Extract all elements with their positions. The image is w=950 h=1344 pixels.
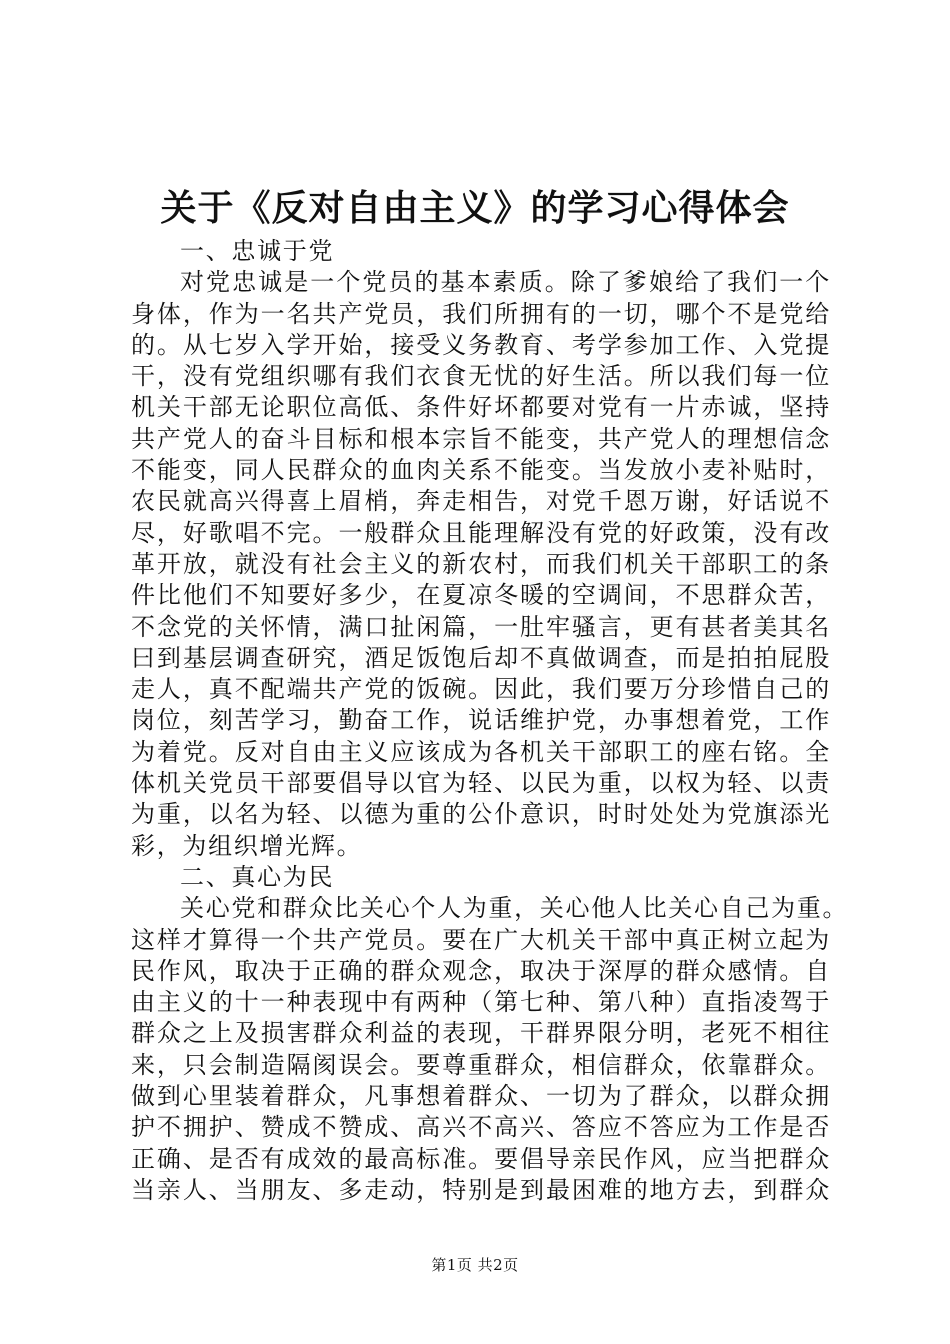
page-footer: 第1页 共2页 [431,1256,519,1274]
paragraph-line: 件比他们不知要好多少，在夏凉冬暖的空调间，不思群众苦， [131,581,831,610]
paragraph-line: 不能变，同人民群众的血肉关系不能变。当发放小麦补贴时， [131,456,831,485]
section-heading: 一、忠诚于党 [180,237,335,265]
paragraph-line: 的。从七岁入学开始，接受义务教育、考学参加工作、入党提 [131,330,831,359]
paragraph-line: 为着党。反对自由主义应该成为各机关干部职工的座右铭。全 [131,737,831,766]
paragraph-line: 体机关党员干部要倡导以官为轻、以民为重，以权为轻、以责 [131,769,831,798]
paragraph-line: 机关干部无论职位高低、条件好坏都要对党有一片赤诚，坚持 [131,393,831,422]
paragraph-first-line: 对党忠诚是一个党员的基本素质。除了爹娘给了我们一个 [180,268,831,297]
paragraph-line: 曰到基层调查研究，酒足饭饱后却不真做调查，而是拍拍屁股 [131,643,831,672]
paragraph-line: 干，没有党组织哪有我们衣食无忧的好生活。所以我们每一位 [131,362,831,391]
paragraph-line: 农民就高兴得喜上眉梢，奔走相告，对党千恩万谢，好话说不 [131,487,831,516]
paragraph-line: 来，只会制造隔阂误会。要尊重群众，相信群众，依靠群众。 [131,1050,831,1079]
paragraph-line: 由主义的十一种表现中有两种（第七种、第八种）直指凌驾于 [131,988,831,1017]
paragraph-line: 这样才算得一个共产党员。要在广大机关干部中真正树立起为 [131,925,831,954]
section-heading: 二、真心为民 [180,862,335,891]
paragraph-line: 革开放，就没有社会主义的新农村，而我们机关干部职工的条 [131,549,831,578]
paragraph-line: 当亲人、当朋友、多走动，特别是到最困难的地方去，到群众 [131,1175,831,1204]
paragraph-last-line: 彩，为组织增光辉。 [131,831,363,860]
document-body [131,236,849,1206]
paragraph-line: 尽，好歌唱不完。一般群众且能理解没有党的好政策，没有改 [131,518,831,547]
paragraph-line: 做到心里装着群众，凡事想着群众、一切为了群众，以群众拥 [131,1082,831,1111]
document-title: 关于《反对自由主义》的学习心得体会 [160,187,790,229]
paragraph-line: 身体，作为一名共产党员，我们所拥有的一切，哪个不是党给 [131,299,831,328]
paragraph-line: 走人，真不配端共产党的饭碗。因此，我们要万分珍惜自己的 [131,675,831,704]
paragraph-line: 群众之上及损害群众利益的表现，干群界限分明，老死不相往 [131,1019,831,1048]
paragraph-first-line: 关心党和群众比关心个人为重，关心他人比关心自己为重。 [180,894,849,923]
paragraph-line: 护不拥护、赞成不赞成、高兴不高兴、答应不答应为工作是否 [131,1113,831,1142]
paragraph-line: 共产党人的奋斗目标和根本宗旨不能变，共产党人的理想信念 [131,424,831,453]
paragraph-line: 岗位，刻苦学习，勤奋工作，说话维护党，办事想着党，工作 [131,706,831,735]
paragraph-line: 为重，以名为轻、以德为重的公仆意识，时时处处为党旗添光 [131,800,831,829]
paragraph-line: 民作风，取决于正确的群众观念，取决于深厚的群众感情。自 [131,956,831,985]
paragraph-line: 正确、是否有成效的最高标准。要倡导亲民作风，应当把群众 [131,1144,831,1173]
paragraph-line: 不念党的关怀情，满口扯闲篇，一肚牢骚言，更有甚者美其名 [131,612,831,641]
